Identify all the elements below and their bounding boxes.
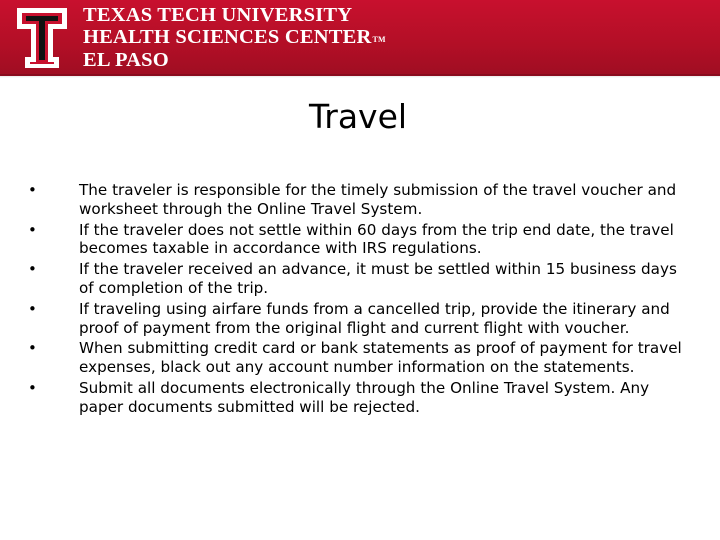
bullet-icon: • — [28, 378, 37, 397]
bullet-item — [28, 181, 688, 219]
header-banner — [0, 0, 720, 76]
org-name-line-2-row — [83, 27, 386, 51]
bullet-text: If the traveler received an advance, it must be settled within 15 business days of completion of the trip. — [79, 260, 677, 297]
organization-name — [83, 5, 386, 72]
trademark-symbol: TM — [372, 34, 386, 44]
slide-title: Travel — [308, 97, 408, 136]
bullet-icon: • — [28, 339, 37, 358]
bullet-icon: • — [28, 220, 37, 239]
bullet-item — [28, 339, 688, 377]
bullet-item — [28, 221, 688, 259]
bullet-icon: • — [28, 181, 37, 199]
bullet-text: When submitting credit card or bank statements as proof of payment for travel expenses, black out any account number information on the statements. — [79, 339, 682, 377]
bullet-item — [28, 379, 688, 417]
bullet-item — [28, 300, 688, 338]
bullet-list — [28, 181, 688, 419]
bullet-text: If traveling using airfare funds from a cancelled trip, provide the itinerary and proof of payment from the original flight and current flight with voucher. — [79, 299, 670, 337]
bullet-icon: • — [28, 299, 37, 318]
bullet-item — [28, 260, 688, 298]
bullet-icon: • — [28, 260, 37, 279]
bullet-text: The traveler is responsible for the timely submission of the travel voucher and worksheet through the Online Travel System. — [79, 181, 677, 218]
org-name-line-2: HEALTH SCIENCES CENTER — [83, 25, 372, 48]
bullet-text: If the traveler does not settle within 60 days from the trip end date, the travel becomes taxable in accordance with IRS regulations. — [79, 220, 674, 258]
org-name-line-3: EL PASO — [83, 49, 169, 71]
bullet-text: Submit all documents electronically through the Online Travel System. Any paper documents submitted will be rejected. — [79, 378, 650, 416]
double-t-logo-icon — [14, 5, 70, 71]
org-name-line-1: TEXAS TECH UNIVERSITY — [83, 4, 353, 26]
banner-shadow — [0, 74, 720, 78]
